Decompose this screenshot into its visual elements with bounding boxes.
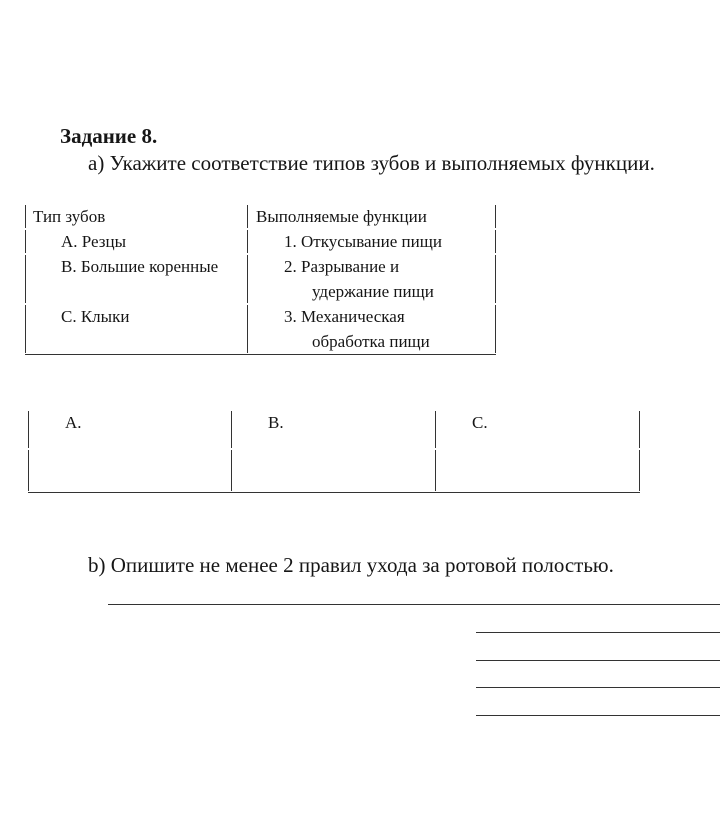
function-label-continued: удержание пищи: [312, 282, 434, 301]
task-part-b: b) Опишите не менее 2 правил ухода за ротовой полостью.: [88, 553, 614, 577]
function-label: 1. Откусывание пищи: [284, 232, 442, 251]
tooth-type-cell: [25, 229, 247, 254]
matching-row: [25, 254, 496, 304]
header-types-label: Тип зубов: [33, 207, 106, 226]
answer-line: [476, 687, 720, 688]
answer-label-c: С.: [472, 413, 488, 432]
tooth-type-cell: [25, 304, 247, 354]
answer-table: [28, 410, 640, 493]
function-label: 2. Разрывание и: [284, 257, 400, 276]
answer-blank-row: [28, 449, 640, 492]
spacer: [25, 279, 247, 304]
header-cell-types: [25, 204, 247, 229]
answer-line: [476, 715, 720, 716]
tooth-type-label: В. Большие коренные: [61, 257, 219, 276]
answer-label-cell-a: [28, 410, 231, 449]
answer-line: [476, 660, 720, 661]
answer-blank-c: [435, 449, 640, 492]
function-cell: [247, 304, 496, 354]
answer-label-cell-b: [231, 410, 435, 449]
answer-line: [108, 604, 720, 605]
tooth-type-cell: [25, 254, 247, 304]
answer-label-b: В.: [268, 413, 284, 432]
function-cell: [247, 229, 496, 254]
tooth-type-label: С. Клыки: [61, 307, 130, 326]
tooth-type-label: А. Резцы: [61, 232, 126, 251]
answer-label-a: А.: [65, 413, 82, 432]
answer-blank-b: [231, 449, 435, 492]
matching-table: [25, 204, 496, 355]
matching-table-header: [25, 204, 496, 229]
task-title: Задание 8.: [60, 124, 158, 148]
header-cell-functions: [247, 204, 496, 229]
matching-row: [25, 304, 496, 354]
answer-blank-a: [28, 449, 231, 492]
answer-label-row: [28, 410, 640, 449]
function-cell: [247, 254, 496, 304]
task-part-a: а) Укажите соответствие типов зубов и выполняемых функции.: [88, 151, 655, 175]
spacer: [25, 329, 247, 354]
answer-label-cell-c: [435, 410, 640, 449]
header-functions-label: Выполняемые функции: [256, 207, 427, 226]
function-label: 3. Механическая: [284, 307, 405, 326]
function-label-continued: обработка пищи: [312, 332, 430, 351]
matching-row: [25, 229, 496, 254]
answer-line: [476, 632, 720, 633]
